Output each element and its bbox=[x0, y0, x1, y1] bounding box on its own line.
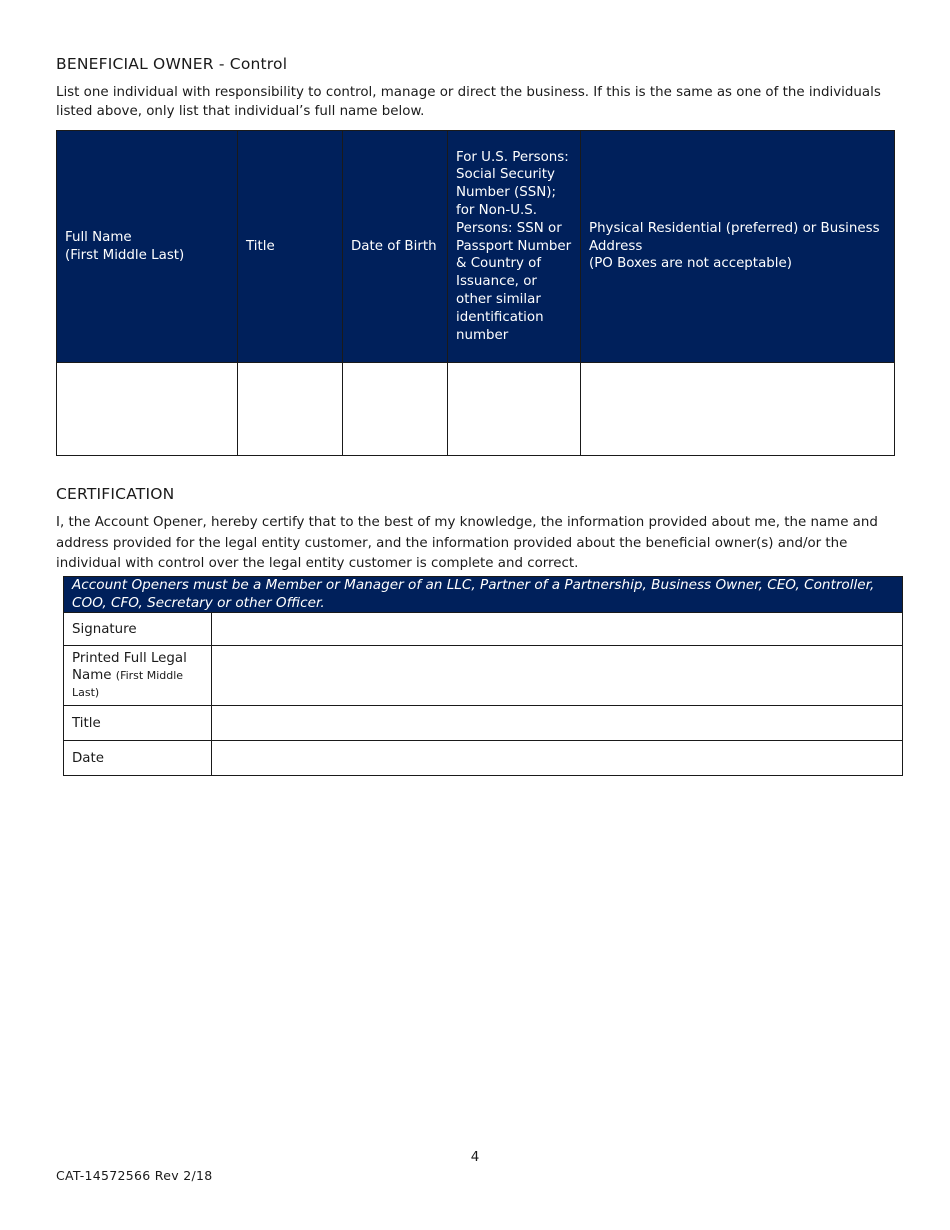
form-code: CAT-14572566 Rev 2/18 bbox=[56, 1168, 213, 1183]
title-cell[interactable] bbox=[238, 363, 343, 456]
signature-row bbox=[64, 613, 903, 646]
full-name-cell[interactable] bbox=[57, 363, 238, 456]
beneficial-owner-table bbox=[56, 130, 895, 456]
address-cell[interactable] bbox=[581, 363, 895, 456]
beneficial-owner-instructions: List one individual with responsibility to control, manage or direct the business. If this is the same as one of the individuals listed above, only list that individual’s full name below. bbox=[56, 85, 881, 119]
printed-name-field[interactable] bbox=[212, 646, 903, 706]
printed-name-label: Printed Full Legal Name bbox=[72, 651, 187, 683]
table-row bbox=[57, 363, 895, 456]
column-header-date-of-birth bbox=[343, 131, 448, 363]
date-row bbox=[64, 741, 903, 776]
date-field[interactable] bbox=[212, 741, 903, 776]
column-label: Full Name bbox=[65, 229, 132, 245]
title-row bbox=[64, 706, 903, 741]
column-header-identification-number bbox=[448, 131, 581, 363]
certification-title: CERTIFICATION bbox=[56, 485, 175, 503]
date-of-birth-cell[interactable] bbox=[343, 363, 448, 456]
printed-name-note: (First Middle Last) bbox=[72, 669, 184, 699]
table-header-row bbox=[57, 131, 895, 363]
title-field[interactable] bbox=[212, 706, 903, 741]
signature-field[interactable] bbox=[212, 613, 903, 646]
certification-statement: I, the Account Opener, hereby certify that to the best of my knowledge, the information provided about me, the name and address provided for the legal entity customer, and the information provided about the beneficial owner(s) and/or the individual with control over the legal entity customer is complete and correct. bbox=[56, 515, 878, 571]
printed-name-label-cell bbox=[64, 646, 212, 706]
date-label: Date bbox=[64, 741, 212, 776]
certification-banner: Account Openers must be a Member or Manager of an LLC, Partner of a Partnership, Business Owner, CEO, Controller, COO, CFO, Secretary or other Officer. bbox=[64, 577, 903, 613]
beneficial-owner-title: BENEFICIAL OWNER - Control bbox=[56, 55, 288, 73]
column-sublabel: (PO Boxes are not acceptable) bbox=[589, 256, 792, 272]
signature-label: Signature bbox=[64, 613, 212, 646]
column-label: Title bbox=[246, 238, 275, 254]
title-label: Title bbox=[64, 706, 212, 741]
column-header-address bbox=[581, 131, 895, 363]
column-header-full-name bbox=[57, 131, 238, 363]
printed-name-row bbox=[64, 646, 903, 706]
column-label: Physical Residential (preferred) or Business Address bbox=[589, 220, 880, 254]
column-label: For U.S. Persons: Social Security Number (SSN); for Non-U.S. Persons: SSN or Passport Number & Country of Issuance, or other similar identification number bbox=[456, 149, 572, 343]
column-label: Date of Birth bbox=[351, 238, 437, 254]
certification-table bbox=[63, 576, 903, 776]
identification-number-cell[interactable] bbox=[448, 363, 581, 456]
column-header-title bbox=[238, 131, 343, 363]
certification-banner-row bbox=[64, 577, 903, 613]
page-number: 4 bbox=[470, 1150, 480, 1165]
column-sublabel: (First Middle Last) bbox=[65, 247, 185, 263]
